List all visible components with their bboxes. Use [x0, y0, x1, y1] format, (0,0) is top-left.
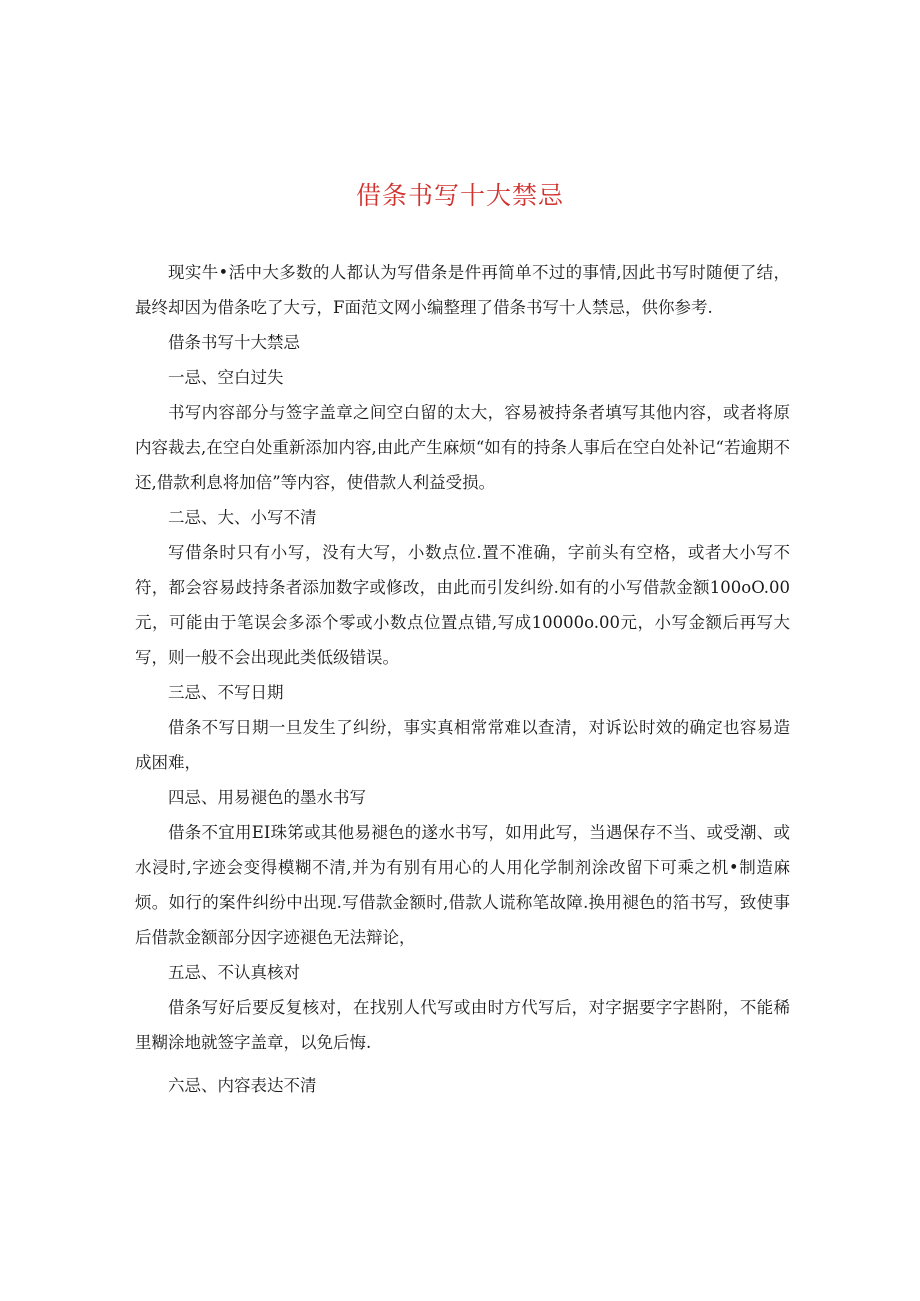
section-paragraph: 书写内容部分与签字盖章之间空白留的太大，容易被持条者填写其他内容，或者将原内容裁去,在空白处重新添加内容,由此产生麻烦“如有的持条人事后在空白处补记“若逾期不还,借款利息将加倍”等内容，使借款人利益受损。 — [135, 403, 790, 492]
section-paragraph: 借条不写日期一旦发生了纠纷，事实真相常常难以查清，对诉讼时效的确定也容易造成困难， — [135, 718, 790, 772]
section-paragraph: 借条写好后要反复核对，在找别人代写或由时方代写后，对字据要字字斟附，不能稀里糊涂地就签字盖章，以免后悔. — [135, 998, 790, 1052]
section-heading: 四忌、用易褪色的墨水书写 — [168, 788, 366, 807]
section-heading: 六忌、内容表达不清 — [168, 1076, 317, 1095]
section-heading: 五忌、不认真核对 — [168, 963, 300, 982]
intro-paragraph: 现实牛•活中大多数的人都认为写借条是件再简单不过的事情,因此书写时随便了结，最终却因为借条吃了大亏，F面范文网小编整理了借条书写十人禁忌，供你参考. — [135, 263, 790, 317]
document-title: 借条书写十大禁忌 — [355, 181, 564, 210]
section-paragraph: 写借条时只有小写，没有大写，小数点位.置不准确，字前头有空格，或者大小写不符，都会容易歧持条者添加数字或修改，由此而引发纠纷.如有的小写借款金额100oO.00元，可能由于笔误会多添个零或小数点位置点错,写成10000o.00元，小写金额后再写大写，则一般不会出现此类低级错误。 — [135, 543, 790, 667]
section-heading: 一忌、空白过失 — [168, 368, 284, 387]
section-heading: 借条书写十大禁忌 — [168, 333, 300, 352]
section-heading: 三忌、不写日期 — [168, 683, 284, 702]
section-paragraph: 借条不宜用EI珠笫或其他易褪色的遂水书写，如用此写，当遇保存不当、或受潮、或水浸时,字迹会变得模糊不清,并为有别有用心的人用化学制剂涂改留下可乘之机•制造麻烦。如行的案件纠纷中出现.写借款金额时,借款人谎称笔故障.换用褪色的箔书写，致使事后借款金额部分因字迹褪色无法辩论， — [135, 823, 790, 947]
document-body — [135, 255, 790, 1103]
section-heading: 二忌、大、小写不清 — [168, 508, 317, 527]
